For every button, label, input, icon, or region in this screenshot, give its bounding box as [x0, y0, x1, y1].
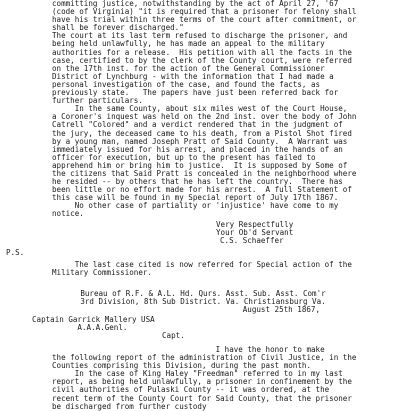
text-line: Counties comprising this Division, during the past month.	[52, 361, 311, 371]
text-line: notice.	[52, 209, 84, 219]
closing-line: Very Respectfully	[216, 219, 294, 229]
text-line: he resided -- by others that he has left the country. There has	[52, 177, 343, 187]
text-line: District of Lynchburg - with the information that I had made a	[52, 71, 334, 81]
salutation: Capt.	[162, 331, 185, 341]
addressee-line: Captain Garrick Mallery USA	[32, 315, 155, 324]
text-line: In the same County, about six miles west of the Court House,	[52, 104, 348, 114]
text-line: the following report of the administration of Civil Justice, in the	[52, 353, 357, 363]
header-line: 3rd Division, 8th Sub District. Va. Christiansburg Va.	[80, 297, 326, 307]
text-line: civil authorities of Pulaski County -- it was ordered, at the	[52, 385, 330, 395]
text-line: (code of Virginia) "it is required that a prisoner for felony shall	[52, 7, 357, 17]
text-line: apprehend him or bring him to justice. It is supposed by Some of	[52, 160, 348, 170]
letter-header	[52, 290, 354, 314]
text-line: In the case of King Haley "Freedman" referred to in my last	[52, 369, 343, 379]
text-line: officer for execution, but up to the present has failed to	[52, 152, 316, 162]
addressee-line: A.A.A.Genl.	[32, 323, 128, 333]
text-line: case, certified to by the clerk of the County court, were referred	[52, 55, 352, 65]
text-line: Catrell "Colored" and a verdict rendered that in the judgment of	[52, 120, 343, 130]
text-line: recent term of the County Court for Said County, that the prisoner	[52, 393, 352, 403]
text-line: by a young man, named Joseph Pratt of Said County. A Warrant was	[52, 136, 348, 146]
closing-block	[52, 221, 354, 245]
text-line: I have the honor to make	[52, 345, 325, 354]
text-line: the citizens that Said Pratt is concealed in the neighborhood where	[52, 168, 357, 178]
text-line: No other case of partiality or 'injustice' have come to my	[52, 201, 339, 211]
text-line: been little or no effort made for his arrest. A full Statement of	[52, 185, 352, 195]
text-line: this case will be found in my Special report of July 17th 1867.	[52, 193, 339, 203]
letter-body	[52, 345, 357, 411]
text-line: report, as being held unlawfully, a prisoner in confinement by the	[52, 377, 352, 387]
text-line: further particulars.	[52, 96, 143, 106]
postscript-text	[52, 261, 354, 277]
text-line: on the 17th inst. for the action of the General Commissioner	[52, 63, 325, 73]
text-line: being held unlawfully, he has made an appeal to the military	[52, 39, 325, 49]
text-line: The last case cited is now referred for Special action of the	[52, 259, 352, 269]
closing-line: Your Ob'd Servant	[216, 227, 294, 237]
text-line: previously state. The papers have just been referred back for	[52, 88, 339, 98]
text-line: be discharged from further custody	[52, 401, 207, 411]
text-line: committing justice, notwithstanding by the act of April 27, '67	[52, 0, 339, 8]
text-line: have his trial within three terms of the court after commitment, or	[52, 15, 357, 25]
ps-label: P.S.	[6, 247, 25, 257]
header-line: Bureau of R.F. & A.L. Hd. Qurs. Asst. Sub. Asst. Com'r	[80, 289, 326, 298]
text-line: the jury, the deceased came to his death, from a Pistol Shot fired	[52, 128, 352, 138]
text-line: Military Commissioner.	[52, 268, 152, 277]
date-line: August 25th 1867,	[242, 305, 320, 315]
letter-body-continued	[6, 0, 357, 277]
text-line: personal investigation of the case, and found the facts, as	[52, 79, 321, 89]
text-line: a Coroner's inquest was held on the 2nd inst. over the body of John	[52, 112, 357, 122]
postscript-block	[6, 249, 354, 257]
text-line: shall be forever discharged."	[52, 23, 184, 33]
text-line: authorities for a release. His petition with all the facts in the	[52, 47, 352, 57]
addressee-block	[32, 316, 354, 340]
text-line: immediately issued for his arrest, and placed in the hands of an	[52, 144, 343, 154]
signature: C.S. Schaeffer	[220, 235, 284, 245]
text-line: The court at its last term refused to discharge the prisoner, and	[52, 31, 348, 41]
